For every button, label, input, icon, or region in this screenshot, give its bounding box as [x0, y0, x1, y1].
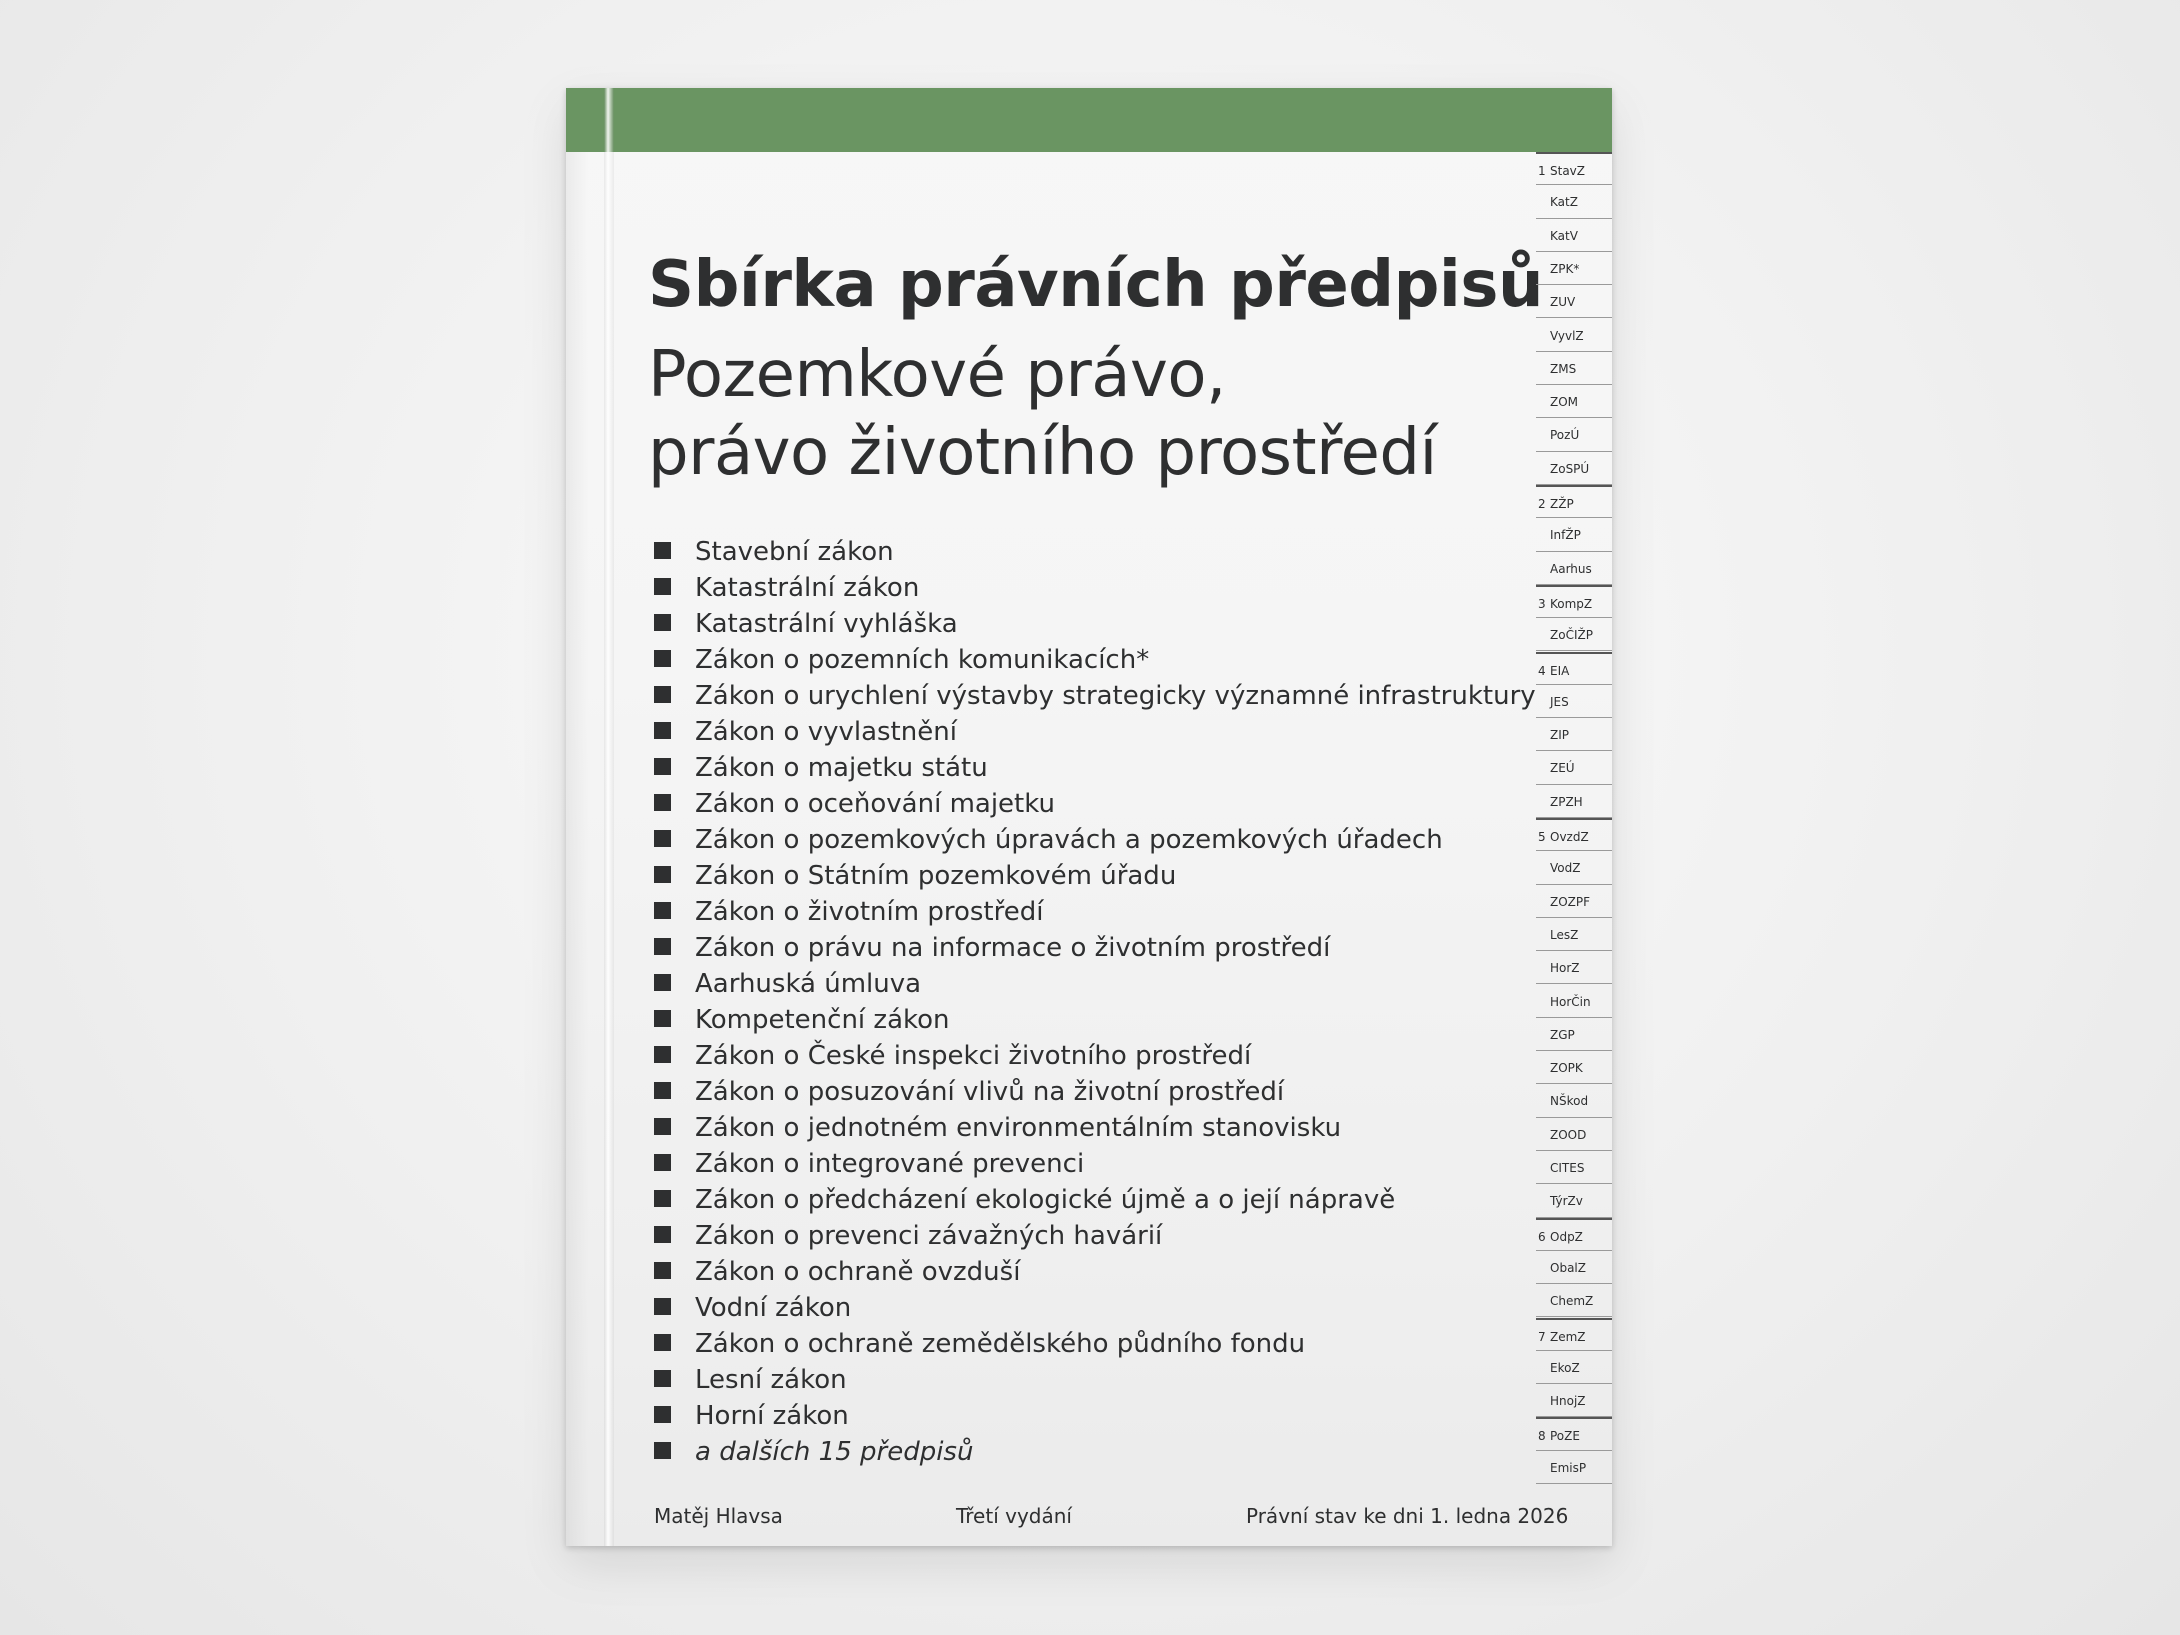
cover-subtitle-line-2: právo životního prostředí: [648, 416, 1437, 490]
index-tab-horčin: [1536, 985, 1612, 1018]
index-tab-group-number: 1: [1538, 164, 1546, 178]
index-tab-lesz: [1536, 918, 1612, 951]
index-tab-kompz: [1536, 585, 1612, 618]
index-tab-zom: [1536, 385, 1612, 418]
law-title: Zákon o životním prostředí: [695, 897, 1044, 927]
square-bullet-icon: [654, 974, 671, 991]
law-list-item: [654, 1290, 1536, 1326]
index-tab-label: ChemZ: [1550, 1294, 1594, 1309]
law-list-item: [654, 786, 1536, 822]
square-bullet-icon: [654, 794, 671, 811]
index-tab-label: LesZ: [1550, 927, 1579, 942]
law-title: Zákon o ochraně ovzduší: [695, 1257, 1021, 1287]
index-tab-label: ZOPK: [1550, 1061, 1583, 1076]
index-tab-label: ZŽP: [1550, 497, 1574, 511]
more-laws-label: a dalších 15 předpisů: [695, 1437, 974, 1467]
law-title: Zákon o vyvlastnění: [695, 717, 957, 747]
index-tab-group-number: 5: [1538, 830, 1546, 844]
index-tab-label: JES: [1550, 694, 1569, 709]
square-bullet-icon: [654, 1154, 671, 1171]
square-bullet-icon: [654, 542, 671, 559]
index-tab-zuv: [1536, 285, 1612, 318]
index-tab-label: ZEÚ: [1550, 761, 1575, 776]
law-title: Zákon o pozemkových úpravách a pozemkových úřadech: [695, 825, 1443, 855]
index-tab-zemz: [1536, 1318, 1612, 1351]
index-tab-ekoz: [1536, 1351, 1612, 1384]
law-title: Zákon o jednotném environmentálním stanovisku: [695, 1113, 1342, 1143]
index-tab-label: OvzdZ: [1550, 830, 1589, 844]
index-tab-hnojz: [1536, 1384, 1612, 1417]
index-tab-label: HnojZ: [1550, 1394, 1586, 1409]
square-bullet-icon: [654, 650, 671, 667]
index-tab-zpzh: [1536, 785, 1612, 818]
index-tab-vyvlz: [1536, 319, 1612, 352]
index-tab-label: ZoSPÚ: [1550, 461, 1590, 476]
index-tab-label: ZoČIŽP: [1550, 628, 1593, 643]
index-tab-label: ZGP: [1550, 1027, 1575, 1042]
index-tab-katv: [1536, 219, 1612, 252]
spine-groove: [604, 88, 614, 1546]
index-tab-eia: [1536, 652, 1612, 685]
index-tab-zms: [1536, 352, 1612, 385]
law-list-item: [654, 534, 1536, 570]
index-tab-label: HorZ: [1550, 961, 1580, 976]
index-tab-zžp: [1536, 485, 1612, 518]
law-title: Zákon o právu na informace o životním prostředí: [695, 933, 1331, 963]
law-list: [654, 534, 1536, 1470]
spine-edge: [566, 88, 604, 1546]
index-tab-emisp: [1536, 1451, 1612, 1484]
law-title: Aarhuská úmluva: [695, 969, 922, 999]
index-tab-label: PozÚ: [1550, 428, 1580, 443]
law-title: Zákon o pozemních komunikacích*: [695, 645, 1150, 675]
law-list-item: [654, 606, 1536, 642]
index-tab-zgp: [1536, 1018, 1612, 1051]
law-title: Zákon o oceňování majetku: [695, 789, 1055, 819]
law-list-item: [654, 642, 1536, 678]
index-tab-label: VodZ: [1550, 861, 1581, 876]
index-tab-zeú: [1536, 751, 1612, 784]
index-tab-label: ZPK*: [1550, 261, 1580, 276]
law-title: Katastrální zákon: [695, 573, 920, 603]
square-bullet-icon: [654, 614, 671, 631]
square-bullet-icon: [654, 1118, 671, 1135]
index-tab-poze: [1536, 1417, 1612, 1450]
law-list-item: [654, 1110, 1536, 1146]
index-tab-label: ZOM: [1550, 395, 1579, 410]
index-tab-ovzdz: [1536, 818, 1612, 851]
index-tab-label: ZMS: [1550, 361, 1577, 376]
index-tab-group-number: 2: [1538, 497, 1546, 511]
square-bullet-icon: [654, 1262, 671, 1279]
index-tab-zozpf: [1536, 885, 1612, 918]
square-bullet-icon: [654, 1046, 671, 1063]
index-tab-jes: [1536, 685, 1612, 718]
book-cover: [566, 88, 1612, 1546]
index-tab-group-number: 4: [1538, 663, 1546, 678]
square-bullet-icon: [654, 1406, 671, 1423]
index-tab-label: ZUV: [1550, 295, 1576, 310]
law-title: Zákon o prevenci závažných havárií: [695, 1221, 1163, 1251]
square-bullet-icon: [654, 1334, 671, 1351]
law-title: Zákon o České inspekci životního prostředí: [695, 1041, 1252, 1071]
law-title: Zákon o Státním pozemkovém úřadu: [695, 861, 1177, 891]
law-list-item: [654, 1362, 1536, 1398]
index-tab-label: ZOOD: [1550, 1127, 1587, 1142]
index-tab-label: PoZE: [1550, 1429, 1580, 1444]
law-list-item: [654, 1074, 1536, 1110]
index-tab-týrzv: [1536, 1184, 1612, 1217]
law-list-item: [654, 714, 1536, 750]
square-bullet-icon: [654, 1442, 671, 1459]
index-tab-stavz: [1536, 152, 1612, 185]
index-tab-pozú: [1536, 418, 1612, 451]
law-title: Lesní zákon: [695, 1365, 847, 1395]
index-tab-label: CITES: [1550, 1161, 1585, 1175]
index-tab-chemz: [1536, 1284, 1612, 1317]
square-bullet-icon: [654, 758, 671, 775]
cover-top-band: [566, 88, 1612, 152]
index-tab-label: ZIP: [1550, 728, 1569, 743]
square-bullet-icon: [654, 830, 671, 847]
index-tab-group-number: 8: [1538, 1429, 1546, 1444]
index-tab-label: ZemZ: [1550, 1329, 1586, 1344]
index-tab-obalz: [1536, 1251, 1612, 1284]
square-bullet-icon: [654, 722, 671, 739]
law-list-item: [654, 1038, 1536, 1074]
law-list-item: [654, 894, 1536, 930]
index-tab-zospú: [1536, 452, 1612, 485]
square-bullet-icon: [654, 578, 671, 595]
square-bullet-icon: [654, 938, 671, 955]
legal-state-label: Právní stav ke dni 1. ledna 2026: [1246, 1504, 1569, 1528]
index-tab-label: ZPZH: [1550, 794, 1583, 809]
edition-label: Třetí vydání: [956, 1504, 1072, 1528]
law-list-item: [654, 966, 1536, 1002]
square-bullet-icon: [654, 1298, 671, 1315]
index-tab-label: Aarhus: [1550, 561, 1592, 576]
square-bullet-icon: [654, 1010, 671, 1027]
law-list-item: [654, 1254, 1536, 1290]
law-title: Zákon o ochraně zemědělského půdního fondu: [695, 1329, 1306, 1359]
index-tab-label: KompZ: [1550, 596, 1593, 611]
law-list-more-item: [654, 1434, 1536, 1470]
index-tab-aarhus: [1536, 552, 1612, 585]
law-title: Zákon o urychlení výstavby strategicky významné infrastruktury: [695, 681, 1536, 711]
index-tab-label: EmisP: [1550, 1460, 1587, 1475]
law-list-item: [654, 858, 1536, 894]
law-list-item: [654, 1146, 1536, 1182]
square-bullet-icon: [654, 1370, 671, 1387]
index-tab-group-number: 6: [1538, 1229, 1546, 1244]
law-list-item: [654, 750, 1536, 786]
law-title: Zákon o majetku státu: [695, 753, 988, 783]
law-title: Zákon o integrované prevenci: [695, 1149, 1085, 1179]
law-list-item: [654, 1326, 1536, 1362]
index-tab-infžp: [1536, 518, 1612, 551]
law-title: Zákon o posuzování vlivů na životní prostředí: [695, 1077, 1285, 1107]
cover-title: Sbírka právních předpisů: [648, 248, 1543, 322]
index-tab-group-number: 3: [1538, 596, 1546, 611]
index-tab-label: HorČin: [1550, 994, 1591, 1009]
index-tab-label: KatV: [1550, 228, 1578, 243]
index-tab-horz: [1536, 951, 1612, 984]
index-tab-label: TýrZv: [1550, 1194, 1583, 1209]
law-title: Horní zákon: [695, 1401, 849, 1431]
index-tab-label: InfŽP: [1550, 528, 1581, 543]
cover-subtitle-line-1: Pozemkové právo,: [648, 338, 1226, 412]
law-list-item: [654, 822, 1536, 858]
law-list-item: [654, 930, 1536, 966]
index-tab-cites: [1536, 1151, 1612, 1184]
cover-subtitle: [648, 336, 1437, 492]
square-bullet-icon: [654, 1226, 671, 1243]
index-tab-zopk: [1536, 1051, 1612, 1084]
law-title: Katastrální vyhláška: [695, 609, 958, 639]
index-tab-label: StavZ: [1550, 164, 1585, 178]
index-tab-label: EkoZ: [1550, 1360, 1580, 1375]
law-title: Zákon o předcházení ekologické újmě a o její nápravě: [695, 1185, 1396, 1215]
index-tab-odpz: [1536, 1218, 1612, 1251]
law-list-item: [654, 1182, 1536, 1218]
law-title: Kompetenční zákon: [695, 1005, 950, 1035]
square-bullet-icon: [654, 1082, 671, 1099]
square-bullet-icon: [654, 902, 671, 919]
index-tab-nškod: [1536, 1084, 1612, 1117]
index-tab-label: ZOZPF: [1550, 894, 1591, 909]
law-list-item: [654, 1002, 1536, 1038]
law-list-item: [654, 678, 1536, 714]
index-tab-label: VyvlZ: [1550, 328, 1584, 343]
law-title: Vodní zákon: [695, 1293, 852, 1323]
square-bullet-icon: [654, 866, 671, 883]
index-tab-zpk*: [1536, 252, 1612, 285]
index-tab-vodz: [1536, 851, 1612, 884]
law-list-item: [654, 570, 1536, 606]
law-list-item: [654, 1218, 1536, 1254]
index-tab-group-number: 7: [1538, 1329, 1546, 1344]
index-tab-zočižp: [1536, 618, 1612, 651]
square-bullet-icon: [654, 1190, 671, 1207]
index-tab-katz: [1536, 185, 1612, 218]
index-tab-zood: [1536, 1118, 1612, 1151]
author-name: Matěj Hlavsa: [654, 1504, 783, 1528]
index-tab-label: EIA: [1550, 663, 1570, 678]
index-tab-label: ObalZ: [1550, 1260, 1586, 1275]
index-tab-label: KatZ: [1550, 195, 1578, 210]
law-title: Stavební zákon: [695, 537, 894, 567]
square-bullet-icon: [654, 686, 671, 703]
index-tab-zip: [1536, 718, 1612, 751]
index-tab-label: NŠkod: [1550, 1094, 1589, 1109]
law-list-item: [654, 1398, 1536, 1434]
index-tab-label: OdpZ: [1550, 1229, 1583, 1244]
